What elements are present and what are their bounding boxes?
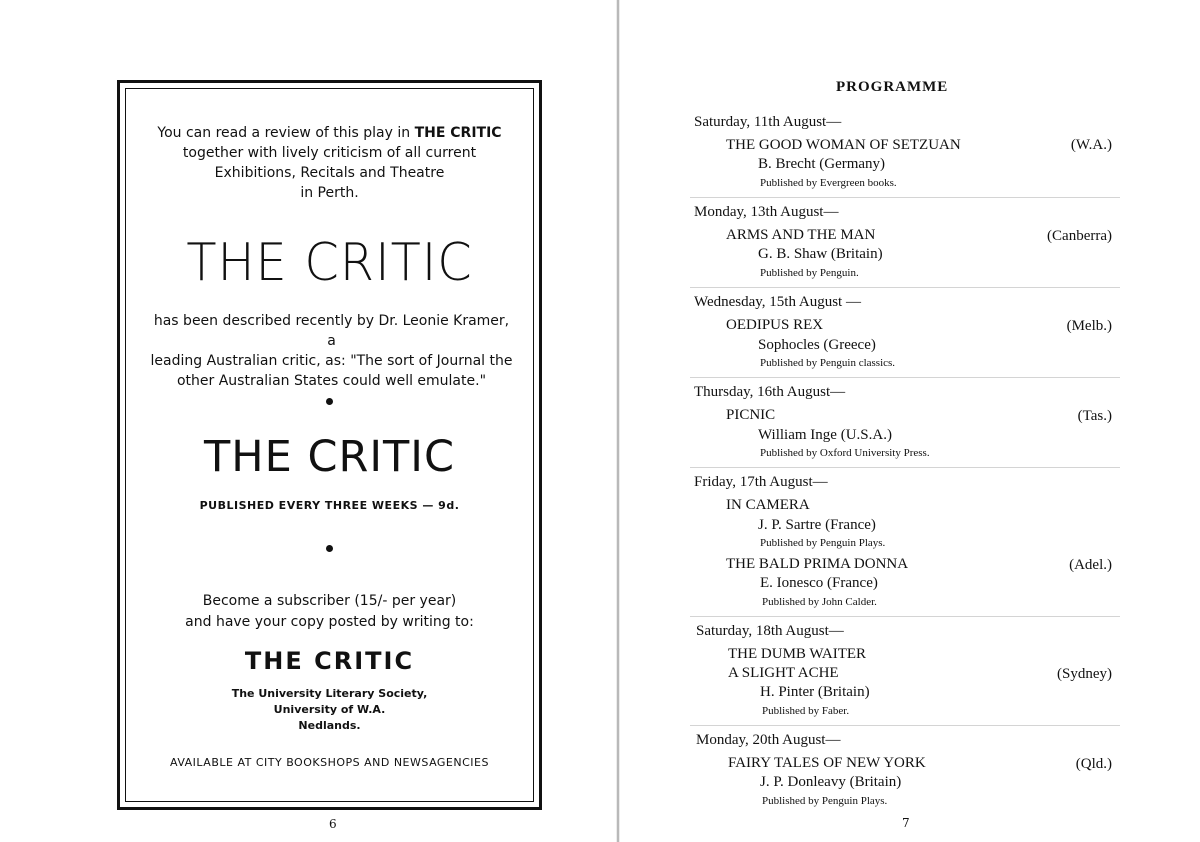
- ad-intro: [126, 123, 533, 203]
- state-label: (Melb.): [1066, 318, 1112, 334]
- intro-line3: Exhibitions, Recitals and Theatre: [214, 165, 445, 181]
- entry-date: Saturday, 18th August—: [696, 623, 844, 639]
- play-author: William Inge (U.S.A.): [758, 427, 892, 443]
- play-title-second: A SLIGHT ACHE: [728, 665, 839, 681]
- page-number-right: 7: [902, 816, 910, 830]
- entry-divider: [690, 725, 1120, 726]
- critic-title-small: THE CRITIC: [244, 647, 415, 675]
- critic-title-large: THE CRITIC: [186, 233, 473, 293]
- play-author: G. B. Shaw (Britain): [758, 246, 883, 262]
- play-title: THE DUMB WAITER: [728, 646, 867, 662]
- play-title: THE BALD PRIMA DONNA: [726, 556, 909, 572]
- critic-advertisement-border: [117, 80, 542, 810]
- entry-date: Wednesday, 15th August —: [694, 294, 861, 310]
- play-publisher: Published by Penguin.: [760, 267, 859, 279]
- state-label: (Canberra): [1047, 228, 1112, 244]
- critic-title-medium: THE CRITIC: [204, 432, 455, 482]
- bullet-dot-2: [326, 545, 333, 552]
- play-publisher: Published by Penguin Plays.: [760, 537, 886, 549]
- play-title: FAIRY TALES OF NEW YORK: [728, 755, 926, 771]
- page-fold: [616, 0, 620, 842]
- entry-date: Monday, 20th August—: [696, 732, 841, 748]
- address-line1: The University Literary Society,: [231, 687, 428, 700]
- entry-divider: [690, 467, 1120, 468]
- sub-line1: Become a subscriber (15/- per year): [202, 593, 457, 609]
- play-author: J. P. Sartre (France): [758, 517, 876, 533]
- play-author: J. P. Donleavy (Britain): [760, 774, 902, 790]
- entry-divider: [690, 377, 1120, 378]
- state-label: (W.A.): [1070, 137, 1112, 153]
- critic-advertisement: [125, 88, 534, 802]
- intro-line1-pre: You can read a review of this play in: [157, 125, 415, 141]
- entry-divider: [690, 616, 1120, 617]
- entry-date: Friday, 17th August—: [694, 474, 828, 490]
- bullet-dot-1: [326, 398, 333, 405]
- play-author: E. Ionesco (France): [760, 575, 878, 591]
- publication-frequency: PUBLISHED EVERY THREE WEEKS — 9d.: [199, 499, 460, 512]
- page-number-left: 6: [329, 817, 337, 831]
- sub-line2: and have your copy posted by writing to:: [185, 614, 474, 630]
- availability-note: AVAILABLE AT CITY BOOKSHOPS AND NEWSAGENCIES: [170, 756, 489, 769]
- entry-divider: [690, 287, 1120, 288]
- address-line2: University of W.A.: [273, 703, 386, 716]
- play-publisher: Published by Evergreen books.: [760, 177, 897, 189]
- desc-line3: other Australian States could well emulate.": [176, 373, 487, 389]
- play-title: PICNIC: [726, 407, 776, 423]
- state-label: (Qld.): [1075, 756, 1112, 772]
- play-author: H. Pinter (Britain): [760, 684, 870, 700]
- play-publisher: Published by Penguin classics.: [760, 357, 896, 369]
- entry-date: Thursday, 16th August—: [694, 384, 846, 400]
- play-publisher: Published by Penguin Plays.: [762, 795, 888, 807]
- desc-line1: has been described recently by Dr. Leonie Kramer, a: [153, 313, 510, 349]
- play-publisher: Published by John Calder.: [762, 596, 877, 608]
- address-line3: Nedlands.: [298, 719, 361, 732]
- desc-line2: leading Australian critic, as: "The sort of Journal the: [150, 353, 513, 369]
- play-title: ARMS AND THE MAN: [726, 227, 876, 243]
- subscription-info: [126, 591, 533, 633]
- play-title: THE GOOD WOMAN OF SETZUAN: [726, 137, 961, 153]
- state-label: (Sydney): [1057, 666, 1112, 682]
- play-title: OEDIPUS REX: [726, 317, 824, 333]
- programme-title: PROGRAMME: [836, 79, 949, 95]
- state-label: (Tas.): [1077, 408, 1112, 424]
- intro-line2: together with lively criticism of all current: [182, 145, 477, 161]
- entry-divider: [690, 197, 1120, 198]
- entry-date: Monday, 13th August—: [694, 204, 839, 220]
- play-publisher: Published by Oxford University Press.: [760, 447, 930, 459]
- play-author: B. Brecht (Germany): [758, 156, 886, 172]
- intro-line4: in Perth.: [300, 185, 359, 201]
- intro-line1-bold: THE CRITIC: [414, 125, 502, 141]
- play-title: IN CAMERA: [726, 497, 810, 513]
- ad-description: [148, 311, 515, 391]
- play-publisher: Published by Faber.: [762, 705, 850, 717]
- state-label: (Adel.): [1069, 557, 1112, 573]
- postal-address: [126, 686, 533, 734]
- entry-date: Saturday, 11th August—: [694, 114, 842, 130]
- play-author: Sophocles (Greece): [758, 337, 876, 353]
